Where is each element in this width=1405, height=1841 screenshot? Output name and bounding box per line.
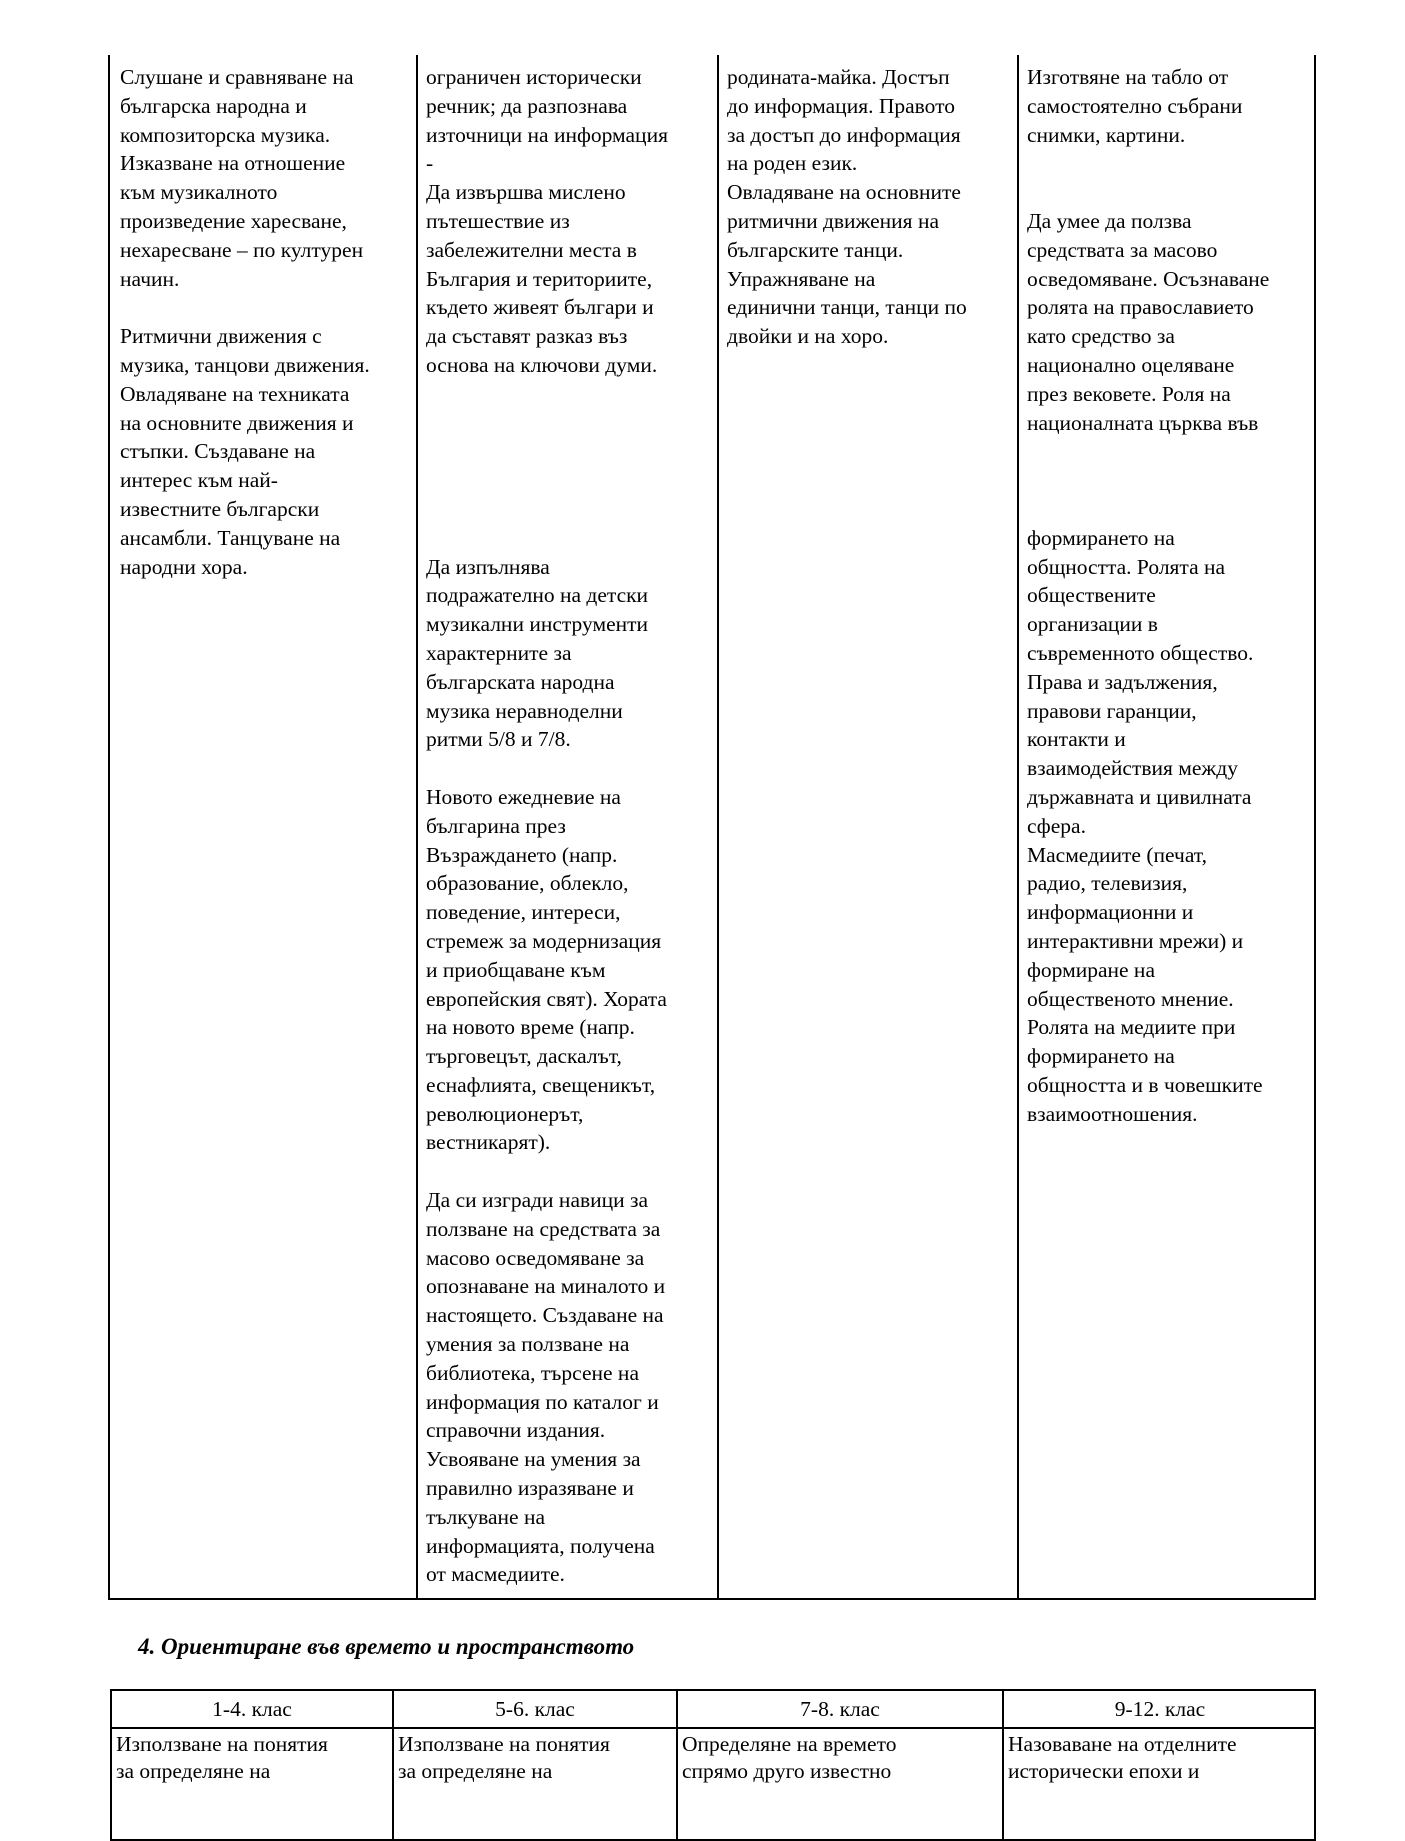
cell-line: пътешествие из — [426, 208, 570, 233]
cell-line: произведение харесване, — [120, 208, 347, 233]
cell-line — [426, 466, 668, 495]
cell-line: Изказване на отношение — [120, 151, 346, 176]
cell-line: Ритмични движения с — [120, 324, 322, 349]
cell-line: стремеж за модернизация — [426, 928, 662, 953]
cell-line — [426, 754, 668, 783]
cell-line: правилно изразяване и — [426, 1476, 634, 1501]
cell-line: тълкуване на — [426, 1504, 546, 1529]
cell-line: характерните за — [426, 640, 572, 665]
cell-line: настоящето. Създаване на — [426, 1303, 664, 1328]
cell-line: търговецът, даскалът, — [426, 1044, 622, 1069]
cell-line — [426, 524, 668, 553]
cell-line: образование, облекло, — [426, 871, 629, 896]
cell-line: ритмични движения на — [727, 208, 939, 233]
table-column-1 — [120, 63, 370, 581]
cell-line: Новото ежедневие на — [426, 784, 621, 809]
cell-line: съвременното общество. — [1027, 640, 1254, 665]
cell-line: музика неравноделни — [426, 698, 623, 723]
cell-line: общественото мнение. — [1027, 986, 1234, 1011]
cell-line — [1027, 178, 1269, 207]
header-grade-5-6: 5-6. клас — [495, 1697, 575, 1721]
cell-line: интерактивни мрежи) и — [1027, 928, 1244, 953]
cell-line: за достъп до информация — [727, 122, 961, 147]
cell-line: към музикалното — [120, 180, 278, 205]
cell-line: където живеят българи и — [426, 295, 654, 320]
cell-line: спрямо друго известно — [682, 1759, 892, 1783]
cell-line: исторически епохи и — [1008, 1759, 1200, 1783]
cell-line: Слушане и сравняване на — [120, 65, 354, 89]
cell-line: общността. Ролята на — [1027, 554, 1226, 579]
cell-line: Ролята на медиите при — [1027, 1015, 1236, 1040]
cell-line: ролята на православието — [1027, 295, 1254, 320]
cell-grade-1-4 — [116, 1731, 328, 1785]
cell-line: основа на ключови думи. — [426, 352, 658, 377]
cell-line: Използване на понятия — [116, 1732, 328, 1756]
cell-line: формиране на — [1027, 957, 1155, 982]
cell-line: Овладяване на техниката — [120, 381, 350, 406]
cell-line: снимки, картини. — [1027, 122, 1186, 147]
cell-line: взаимоотношения. — [1027, 1101, 1198, 1126]
cell-line: масово осведомяване за — [426, 1245, 645, 1270]
cell-line: умения за ползване на — [426, 1332, 630, 1357]
cell-line: ритми 5/8 и 7/8. — [426, 727, 571, 752]
cell-line: Да умее да ползва — [1027, 208, 1192, 233]
cell-line: вестникарят). — [426, 1130, 551, 1155]
cell-line: Права и задължения, — [1027, 669, 1218, 694]
cell-line: от масмедиите. — [426, 1562, 565, 1587]
cell-line: - — [426, 151, 434, 176]
cell-line: революционерът, — [426, 1101, 584, 1126]
cell-line: да съставят разказ въз — [426, 324, 628, 349]
table-column-2 — [426, 63, 668, 1589]
cell-line: държавната и цивилната — [1027, 784, 1252, 809]
cell-grade-9-12 — [1008, 1731, 1237, 1785]
cell-line: единични танци, танци по — [727, 295, 967, 320]
cell-line: до информация. Правото — [727, 93, 955, 118]
cell-line: национално оцеляване — [1027, 352, 1235, 377]
cell-line: общността и в човешките — [1027, 1072, 1263, 1097]
cell-line — [1027, 437, 1269, 466]
cell-line — [1027, 466, 1269, 495]
cell-line: родината-майка. Достъп — [727, 65, 950, 89]
cell-line: организации в — [1027, 612, 1158, 637]
cell-line: ограничен исторически — [426, 65, 642, 89]
cell-line — [426, 409, 668, 438]
cell-line: стъпки. Създаване на — [120, 439, 316, 464]
cell-line: библиотека, търсене на — [426, 1360, 639, 1385]
column-divider — [416, 55, 418, 1598]
cell-grade-7-8 — [682, 1731, 896, 1785]
curriculum-table-continued — [108, 55, 1316, 1600]
cell-line: европейския свят). Хората — [426, 986, 667, 1011]
cell-line: за определяне на — [116, 1759, 271, 1783]
cell-line: и приобщаване към — [426, 957, 606, 982]
cell-line: формирането на — [1027, 525, 1175, 550]
cell-line: контакти и — [1027, 727, 1126, 752]
cell-line: през вековете. Роля на — [1027, 381, 1231, 406]
cell-line: за определяне на — [398, 1759, 553, 1783]
cell-line: интерес към най- — [120, 468, 278, 493]
cell-line: Да извършва мислено — [426, 180, 626, 205]
cell-line: осведомяване. Осъзнаване — [1027, 266, 1270, 291]
cell-line: Изготвяне на табло от — [1027, 65, 1229, 89]
cell-line: на новото време (напр. — [426, 1015, 635, 1040]
cell-line: на роден език. — [727, 151, 858, 176]
cell-line: известните български — [120, 496, 320, 521]
cell-line — [426, 380, 668, 409]
cell-line: двойки и на хоро. — [727, 324, 889, 349]
cell-line: опознаване на миналото и — [426, 1274, 666, 1299]
header-grade-9-12: 9-12. клас — [1114, 1697, 1206, 1721]
cell-line: Използване на понятия — [398, 1732, 610, 1756]
cell-line: информационни и — [1027, 900, 1194, 925]
cell-line: сфера. — [1027, 813, 1086, 838]
cell-line: справочни издания. — [426, 1418, 606, 1443]
cell-line: Определяне на времето — [682, 1732, 897, 1756]
cell-line: Да си изгради навици за — [426, 1188, 649, 1213]
cell-line: музика, танцови движения. — [120, 352, 370, 377]
table-column-4 — [1027, 63, 1269, 1128]
header-grade-7-8: 7-8. клас — [800, 1697, 880, 1721]
cell-line: Да изпълнява — [426, 554, 550, 579]
column-divider — [717, 55, 719, 1598]
cell-line: Усвояване на умения за — [426, 1447, 641, 1472]
cell-line: средствата за масово — [1027, 237, 1218, 262]
cell-line: ползване на средствата за — [426, 1216, 661, 1241]
header-divider — [112, 1727, 1314, 1729]
cell-line: националната църква във — [1027, 410, 1259, 435]
cell-line: взаимодействия между — [1027, 756, 1238, 781]
cell-line: Възраждането (напр. — [426, 842, 618, 867]
cell-line: поведение, интереси, — [426, 900, 621, 925]
time-space-table — [110, 1689, 1316, 1841]
cell-line: Овладяване на основните — [727, 180, 961, 205]
cell-line: музикални инструменти — [426, 612, 649, 637]
cell-line: информацията, получена — [426, 1533, 655, 1558]
cell-line: Назоваване на отделните — [1008, 1732, 1237, 1756]
cell-line: като средство за — [1027, 324, 1175, 349]
cell-line: българска народна и — [120, 93, 307, 118]
cell-line: източници на информация — [426, 122, 668, 147]
cell-line: правови гаранции, — [1027, 698, 1197, 723]
cell-line: на основните движения и — [120, 410, 354, 435]
cell-line: Масмедиите (печат, — [1027, 842, 1207, 867]
cell-line: информация по каталог и — [426, 1389, 659, 1414]
cell-line: България и териториите, — [426, 266, 653, 291]
column-divider — [1017, 55, 1019, 1598]
section-title: 4. Ориентиране във времето и пространството — [138, 1634, 635, 1659]
cell-line: формирането на — [1027, 1044, 1175, 1069]
cell-line: нехаресване – по културен — [120, 237, 364, 262]
cell-line: ансамбли. Танцуване на — [120, 525, 341, 550]
cell-line — [426, 437, 668, 466]
cell-line: еснафлията, свещеникът, — [426, 1072, 656, 1097]
cell-line: Упражняване на — [727, 266, 876, 291]
table-column-3 — [727, 63, 967, 351]
cell-grade-5-6 — [398, 1731, 610, 1785]
cell-line: обществените — [1027, 583, 1156, 608]
cell-line: речник; да разпознава — [426, 93, 628, 118]
cell-line: забележителни места в — [426, 237, 637, 262]
cell-line: радио, телевизия, — [1027, 871, 1188, 896]
cell-line: народни хора. — [120, 554, 248, 579]
header-grade-1-4: 1-4. клас — [212, 1697, 292, 1721]
cell-line: подражателно на детски — [426, 583, 649, 608]
cell-line — [426, 495, 668, 524]
cell-line: българина през — [426, 813, 566, 838]
cell-line: българската народна — [426, 669, 615, 694]
cell-line: българските танци. — [727, 237, 904, 262]
cell-line: начин. — [120, 266, 180, 291]
cell-line: самостоятелно събрани — [1027, 93, 1243, 118]
cell-line — [1027, 149, 1269, 178]
cell-line — [120, 293, 370, 322]
cell-line: композиторска музика. — [120, 122, 331, 147]
cell-line — [1027, 495, 1269, 524]
cell-line — [426, 1157, 668, 1186]
